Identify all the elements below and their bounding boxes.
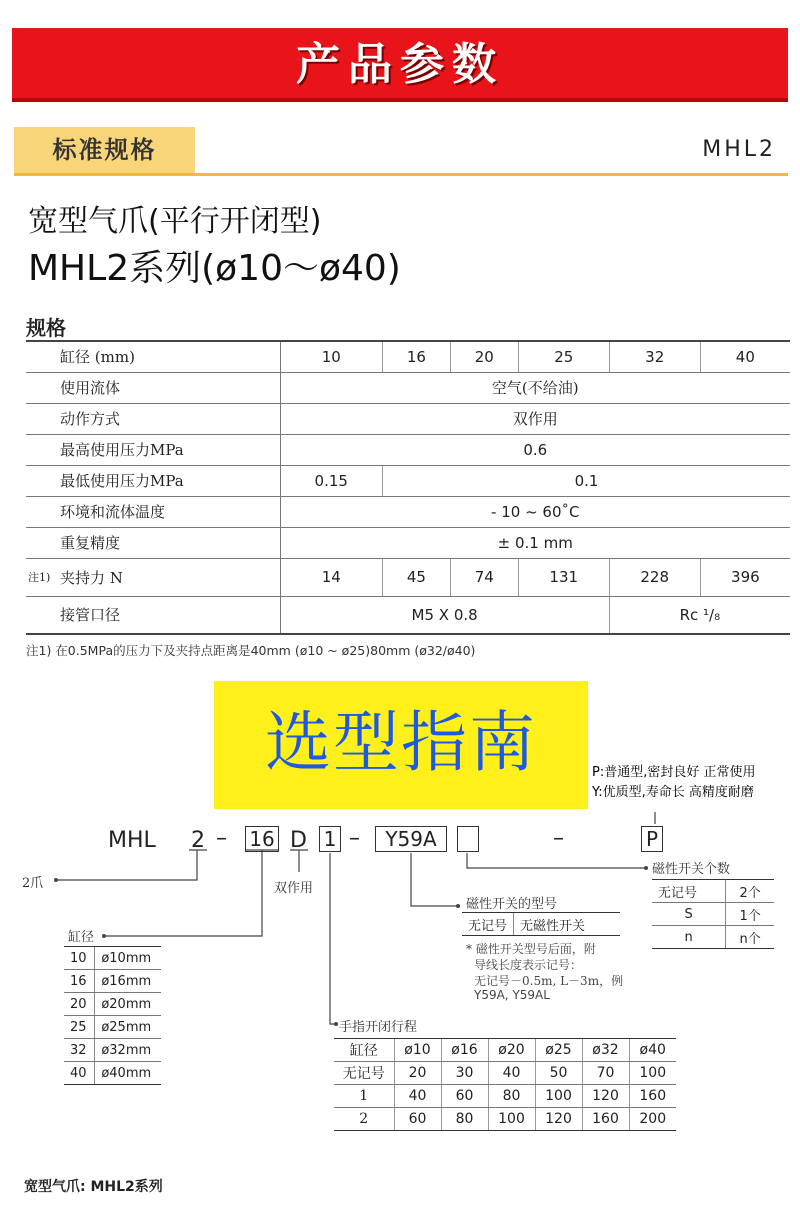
table-cell: 0.15 xyxy=(280,465,382,496)
stroke-table xyxy=(334,1038,676,1131)
table-cell: 40 xyxy=(64,1062,95,1085)
table-cell: 32 xyxy=(609,341,700,372)
table-cell: 无记号 xyxy=(334,1062,394,1085)
table-cell: 2个 xyxy=(726,880,774,903)
label-action: 双作用 xyxy=(274,881,314,896)
table-cell: 228 xyxy=(609,558,700,596)
table-row xyxy=(652,926,774,949)
table-row xyxy=(334,1062,676,1085)
table-cell: 10 xyxy=(280,341,382,372)
table-cell: ø40 xyxy=(629,1039,676,1062)
table-cell: 160 xyxy=(629,1085,676,1108)
table-cell: 20 xyxy=(450,341,518,372)
switch-type-title: 磁性开关的型号 xyxy=(466,897,558,912)
table-cell: 20 xyxy=(394,1062,441,1085)
switch-count-title: 磁性开关个数 xyxy=(652,862,731,877)
table-cell: 100 xyxy=(488,1108,535,1131)
code-action: D xyxy=(290,828,307,853)
switch-note: 无记号－0.5m, L－3m，例 xyxy=(474,974,624,988)
code-dash: – xyxy=(216,826,227,851)
label-claws: 2爪 xyxy=(22,876,44,891)
seal-note-p: P:普通型,密封良好 正常使用 xyxy=(592,765,756,780)
note-marker: 注1) xyxy=(28,570,51,584)
table-cell: 60 xyxy=(394,1108,441,1131)
table-cell: 50 xyxy=(535,1062,582,1085)
table-cell: 40 xyxy=(488,1062,535,1085)
table-row xyxy=(652,880,774,903)
table-cell: 40 xyxy=(394,1085,441,1108)
guide-title: 选型指南 xyxy=(265,704,537,781)
bore-table-title: 缸径 xyxy=(68,930,95,945)
table-cell: 45 xyxy=(382,558,450,596)
code-stroke-box: 1 xyxy=(319,826,341,852)
table-cell: ø25 xyxy=(535,1039,582,1062)
table-cell: 缸径 xyxy=(334,1039,394,1062)
switch-type-table xyxy=(462,912,620,936)
table-cell: 40 xyxy=(700,341,790,372)
table-cell: n xyxy=(652,926,726,949)
table-cell: 25 xyxy=(64,1016,95,1039)
table-cell: 200 xyxy=(629,1108,676,1131)
stroke-table-title: 手指开闭行程 xyxy=(339,1020,418,1035)
table-cell: - 10 ~ 60˚C xyxy=(280,496,790,527)
row-label: 使用流体 xyxy=(26,372,280,403)
table-cell: 1个 xyxy=(726,903,774,926)
table-cell: 10 xyxy=(64,947,95,970)
table-cell: 20 xyxy=(64,993,95,1016)
row-label: 最高使用压力MPa xyxy=(26,434,280,465)
code-count-box xyxy=(457,826,479,852)
table-cell: 空气(不给油) xyxy=(280,372,790,403)
table-cell: 60 xyxy=(441,1085,488,1108)
table-cell: 无磁性开关 xyxy=(514,913,620,936)
footer-caption: 宽型气爪: MHL2系列 xyxy=(24,1179,163,1195)
switch-count-table xyxy=(652,879,774,949)
code-dash: – xyxy=(349,826,360,851)
code-dash: – xyxy=(553,826,564,851)
table-cell: 80 xyxy=(488,1085,535,1108)
switch-note: Y59A, Y59AL xyxy=(474,988,550,1002)
table-row xyxy=(64,1016,161,1039)
section-model: MHL2 xyxy=(702,137,776,162)
table-cell: ø16mm xyxy=(95,970,161,993)
row-label: 重复精度 xyxy=(26,527,280,558)
table-cell: ø16 xyxy=(441,1039,488,1062)
section-label: 标准规格 xyxy=(52,136,157,164)
table-cell: ø25mm xyxy=(95,1016,161,1039)
table-cell: 70 xyxy=(582,1062,629,1085)
table-cell: S xyxy=(652,903,726,926)
table-row xyxy=(64,970,161,993)
banner-title: 产品参数 xyxy=(296,39,504,90)
table-cell: 16 xyxy=(64,970,95,993)
table-cell: M5 X 0.8 xyxy=(280,596,609,634)
row-label: 动作方式 xyxy=(26,403,280,434)
switch-note: * 磁性开关型号后面，附 xyxy=(466,942,596,956)
product-series: MHL2系列(ø10～ø40) xyxy=(28,248,401,289)
table-cell: 74 xyxy=(450,558,518,596)
row-label: 环境和流体温度 xyxy=(26,496,280,527)
code-claws: 2 xyxy=(191,828,205,853)
table-cell: ø10mm xyxy=(95,947,161,970)
table-cell: 30 xyxy=(441,1062,488,1085)
product-title: 宽型气爪(平行开闭型) xyxy=(28,204,322,239)
table-cell: 0.6 xyxy=(280,434,790,465)
code-seal-box: P xyxy=(641,826,663,852)
table-cell: 396 xyxy=(700,558,790,596)
table-cell: ø40mm xyxy=(95,1062,161,1085)
code-prefix: MHL xyxy=(108,828,156,853)
table-cell: 32 xyxy=(64,1039,95,1062)
code-switch-box: Y59A xyxy=(375,826,447,852)
table-cell: 2 xyxy=(334,1108,394,1131)
table-cell: 120 xyxy=(535,1108,582,1131)
table-cell: 无记号 xyxy=(652,880,726,903)
table-cell: ± 0.1 mm xyxy=(280,527,790,558)
table-cell: n个 xyxy=(726,926,774,949)
table-cell: 16 xyxy=(382,341,450,372)
table-cell: 双作用 xyxy=(280,403,790,434)
row-label: 接管口径 xyxy=(26,596,280,634)
table-cell: 无记号 xyxy=(462,913,514,936)
row-label: 缸径 (mm) xyxy=(26,341,280,372)
table-row xyxy=(334,1039,676,1062)
table-cell: ø32 xyxy=(582,1039,629,1062)
table-cell: 131 xyxy=(518,558,609,596)
table-cell: ø20 xyxy=(488,1039,535,1062)
table-cell: Rc ¹/₈ xyxy=(609,596,790,634)
table-cell: 80 xyxy=(441,1108,488,1131)
table-row xyxy=(334,1108,676,1131)
table-row xyxy=(652,903,774,926)
table-row xyxy=(462,913,620,936)
table-cell: ø20mm xyxy=(95,993,161,1016)
row-label-text: 夹持力 N xyxy=(60,568,123,587)
table-row xyxy=(64,1062,161,1085)
row-label: 最低使用压力MPa xyxy=(26,465,280,496)
table-cell: 1 xyxy=(334,1085,394,1108)
table-cell: 160 xyxy=(582,1108,629,1131)
bore-table xyxy=(64,946,161,1085)
table-cell: ø32mm xyxy=(95,1039,161,1062)
table-cell: ø10 xyxy=(394,1039,441,1062)
code-bore-box: 16 xyxy=(245,826,279,852)
table-row xyxy=(64,993,161,1016)
table-cell: 14 xyxy=(280,558,382,596)
spec-footnote: 注1) 在0.5MPa的压力下及夹持点距离是40mm (ø10 ~ ø25)80mm (ø32/ø40) xyxy=(26,643,476,658)
switch-note: 导线长度表示记号： xyxy=(474,958,583,972)
table-row xyxy=(64,947,161,970)
table-cell: 0.1 xyxy=(382,465,790,496)
table-cell: 100 xyxy=(629,1062,676,1085)
table-cell: 120 xyxy=(582,1085,629,1108)
table-row xyxy=(334,1085,676,1108)
table-cell: 25 xyxy=(518,341,609,372)
table-cell: 100 xyxy=(535,1085,582,1108)
spec-heading: 规格 xyxy=(26,316,66,340)
table-row xyxy=(64,1039,161,1062)
seal-note-y: Y:优质型,寿命长 高精度耐磨 xyxy=(592,785,754,800)
